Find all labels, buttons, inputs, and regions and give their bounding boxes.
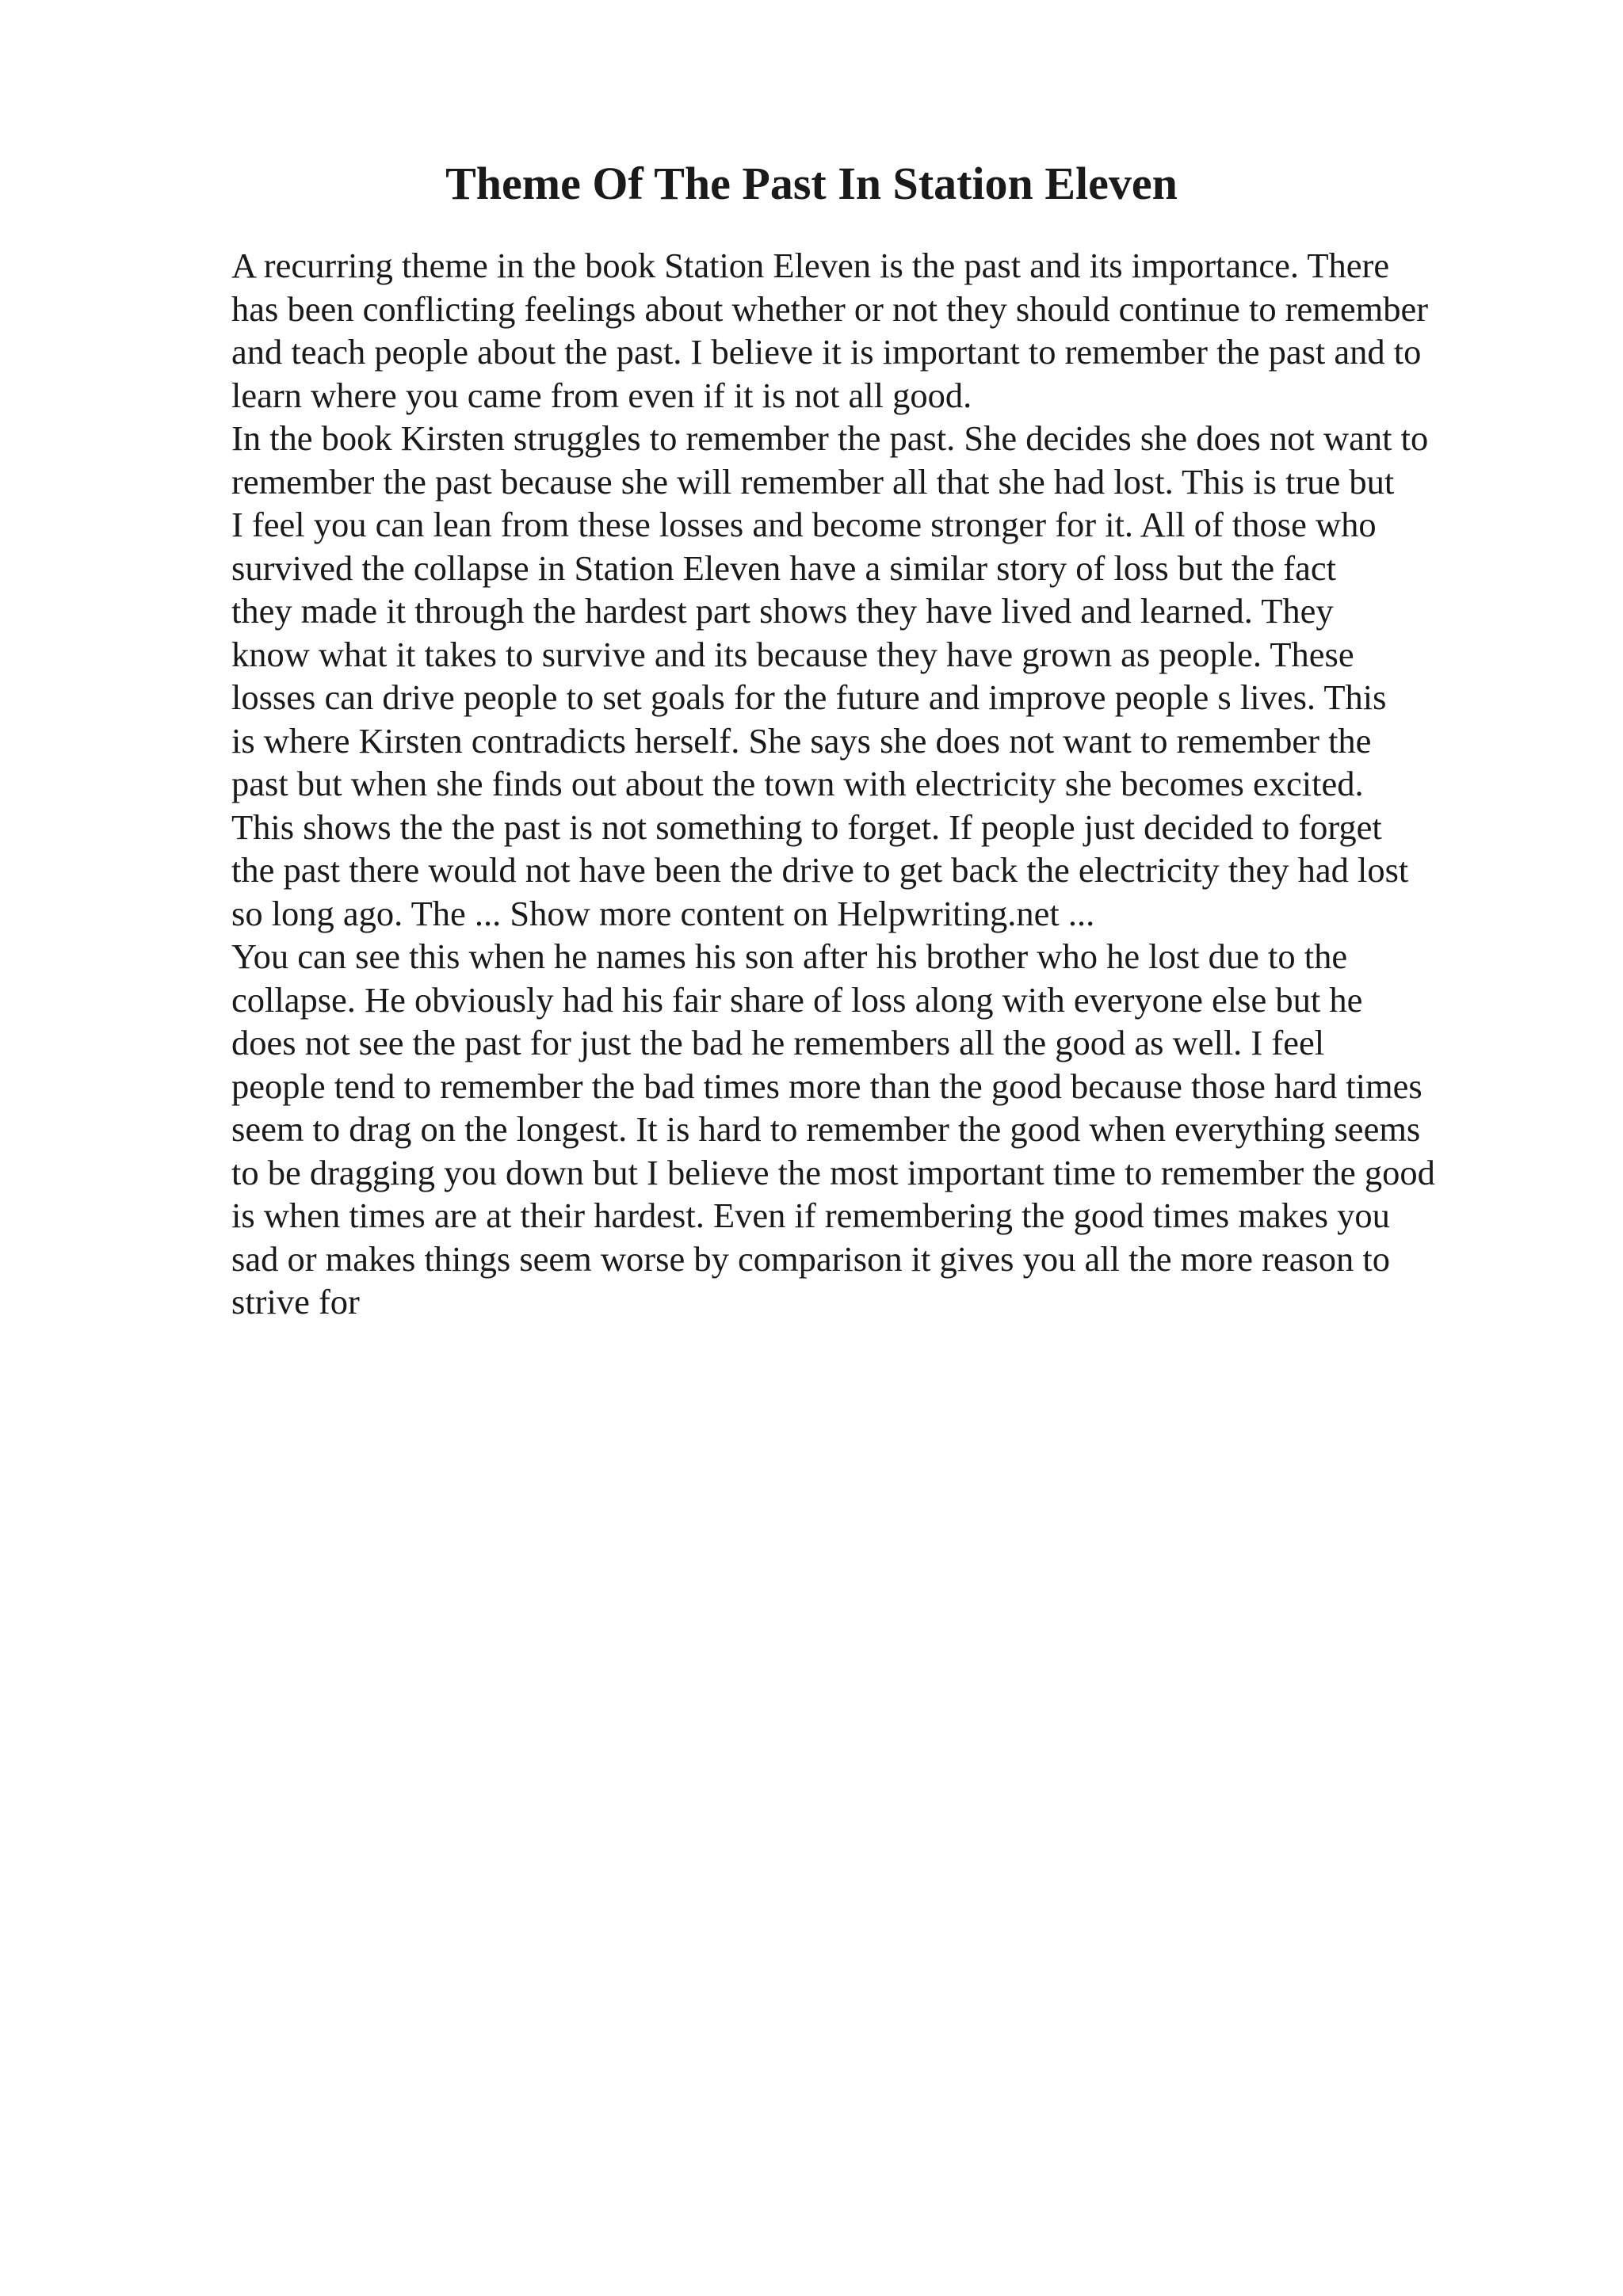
- body-line: sad or makes things seem worse by comparison it gives you all the more reason to: [231, 1238, 1391, 1279]
- body-line: does not see the past for just the bad he remembers all the good as well. I feel: [231, 1023, 1325, 1062]
- body-line: know what it takes to survive and its because they have grown as people. These: [231, 634, 1354, 674]
- body-line: to be dragging you down but I believe the most important time to remember the good: [231, 1152, 1435, 1192]
- body-line: has been conflicting feelings about whether or not they should continue to remember: [231, 288, 1429, 329]
- body-line: seem to drag on the longest. It is hard to remember the good when everything seems: [231, 1109, 1421, 1149]
- body-line: losses can drive people to set goals for the future and improve people s lives. This: [231, 677, 1387, 717]
- body-line: strive for: [231, 1282, 360, 1322]
- body-line: people tend to remember the bad times more than the good because those hard times: [231, 1066, 1423, 1106]
- body-line: remember the past because she will remember all that she had lost. This is true but: [231, 461, 1395, 502]
- body-line: past but when she finds out about the town with electricity she becomes excited.: [231, 764, 1364, 803]
- body-line: learn where you came from even if it is not all good.: [231, 375, 972, 415]
- body-line: and teach people about the past. I believe it is important to remember the past and to: [231, 332, 1422, 372]
- body-line: survived the collapse in Station Eleven have a similar story of loss but the fact: [231, 547, 1336, 588]
- document-title: Theme Of The Past In Station Eleven: [445, 158, 1178, 209]
- body-line: You can see this when he names his son after his brother who he lost due to the: [231, 936, 1348, 976]
- document-body: [231, 244, 1515, 1324]
- body-line: I feel you can lean from these losses and become stronger for it. All of those who: [231, 505, 1377, 544]
- body-line: is where Kirsten contradicts herself. She says she does not want to remember the: [231, 720, 1372, 761]
- body-line: A recurring theme in the book Station Eleven is the past and its importance. There: [231, 246, 1390, 285]
- body-line: collapse. He obviously had his fair share of loss along with everyone else but he: [231, 979, 1363, 1020]
- body-line: they made it through the hardest part shows they have lived and learned. They: [231, 591, 1334, 631]
- body-line: This shows the the past is not something to forget. If people just decided to forget: [231, 807, 1382, 847]
- body-line: so long ago. The ... Show more content on Helpwriting.net ...: [231, 893, 1095, 933]
- body-line: the past there would not have been the drive to get back the electricity they had lost: [231, 850, 1409, 890]
- body-line: is when times are at their hardest. Even if remembering the good times makes you: [231, 1196, 1390, 1235]
- body-line: In the book Kirsten struggles to remember the past. She decides she does not want to: [231, 418, 1429, 458]
